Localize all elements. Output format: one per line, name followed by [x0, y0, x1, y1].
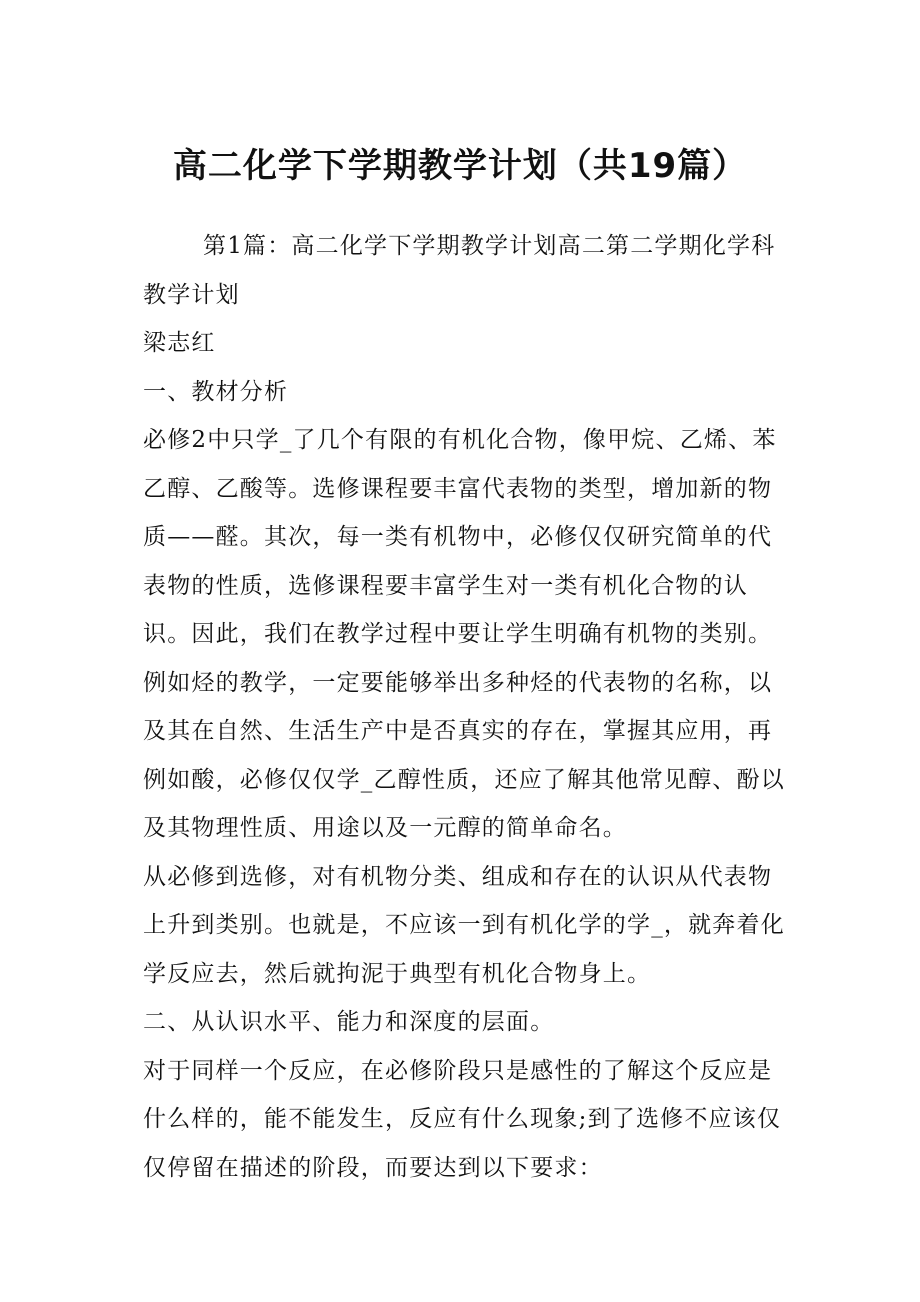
document-body: [143, 222, 788, 1192]
paragraph-text-2: 从必修到选修，对有机物分类、组成和存在的认识从代表物上升到类别。也就是，不应该一到有机化学的学_，就奔着化学反应去，然后就拘泥于典型有机化合物身上。: [143, 863, 785, 987]
paragraph-section-heading-2: 二、从认识水平、能力和深度的层面。: [143, 1009, 555, 1035]
document-title: 高二化学下学期教学计划（共19篇）: [172, 146, 748, 186]
paragraph-section-heading-1: 一、教材分析: [143, 378, 289, 405]
paragraph-author: 梁志红: [143, 330, 216, 356]
paragraph-text-3: 对于同样一个反应，在必修阶段只是感性的了解这个反应是什么样的，能不能发生，反应有什么现象;到了选修不应该仅仅停留在描述的阶段，而要达到以下要求：: [143, 1057, 782, 1181]
paragraph-text-1: 必修2中只学_了几个有限的有机化合物，像甲烷、乙烯、苯乙醇、乙酸等。选修课程要丰富代表物的类型，增加新的物质——醛。其次，每一类有机物中，必修仅仅研究简单的代表物的性质，选修课程要丰富学生对一类有机化合物的认识。因此，我们在教学过程中要让学生明确有机物的类别。例如烃的教学，一定要能够举出多种烃的代表物的名称，以及其在自然、生活生产中是否真实的存在，掌握其应用，再例如酸，必修仅仅学_乙醇性质，还应了解其他常见醇、酚以及其物理性质、用途以及一元醇的简单命名。: [143, 427, 785, 841]
paragraph-chapter-heading: 第1篇：高二化学下学期教学计划高二第二学期化学科教学计划: [143, 233, 776, 308]
